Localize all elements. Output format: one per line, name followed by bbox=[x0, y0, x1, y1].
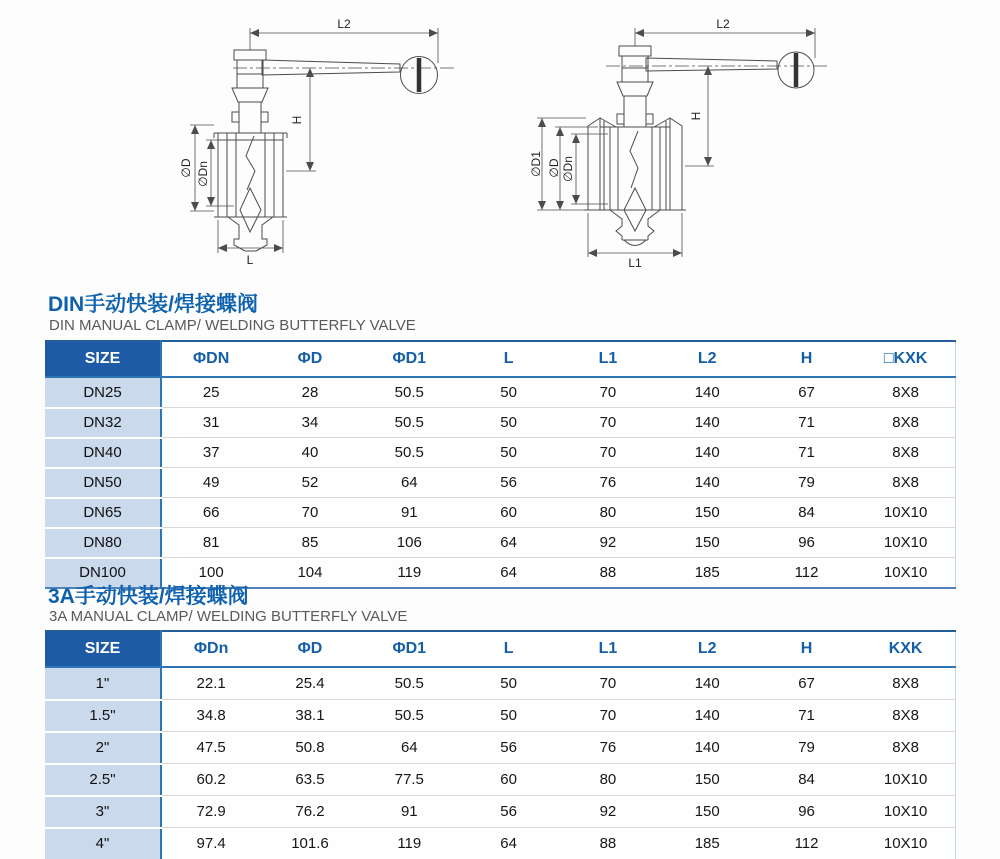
value-cell: 71 bbox=[757, 438, 856, 468]
value-cell: 85 bbox=[260, 528, 359, 558]
value-cell: 140 bbox=[658, 667, 757, 700]
size-column-header: SIZE bbox=[45, 341, 161, 377]
value-cell: 79 bbox=[757, 732, 856, 764]
clamp-ferrule-right bbox=[670, 118, 682, 210]
value-cell: 10X10 bbox=[856, 528, 955, 558]
value-cell: 47.5 bbox=[161, 732, 260, 764]
value-cell: 88 bbox=[558, 828, 657, 859]
dimension-lines bbox=[529, 17, 815, 270]
table-row bbox=[45, 700, 956, 732]
value-cell: 70 bbox=[558, 438, 657, 468]
value-cell: 60 bbox=[459, 764, 558, 796]
din-dimension-table bbox=[45, 340, 956, 589]
value-cell: 185 bbox=[658, 558, 757, 589]
value-cell: 70 bbox=[558, 408, 657, 438]
value-cell: 140 bbox=[658, 408, 757, 438]
column-header: H bbox=[757, 631, 856, 667]
value-cell: 77.5 bbox=[360, 764, 459, 796]
value-cell: 70 bbox=[558, 377, 657, 408]
value-cell: 49 bbox=[161, 468, 260, 498]
butterfly-disc bbox=[240, 188, 261, 232]
value-cell: 140 bbox=[658, 468, 757, 498]
size-cell: DN100 bbox=[45, 558, 161, 589]
table-header-row bbox=[45, 341, 956, 377]
column-header: H bbox=[757, 341, 856, 377]
column-header: L2 bbox=[658, 631, 757, 667]
value-cell: 10X10 bbox=[856, 796, 955, 828]
value-cell: 8X8 bbox=[856, 667, 955, 700]
value-cell: 112 bbox=[757, 828, 856, 859]
value-cell: 64 bbox=[360, 732, 459, 764]
table-row bbox=[45, 438, 956, 468]
size-cell: 2" bbox=[45, 732, 161, 764]
value-cell: 50.8 bbox=[260, 732, 359, 764]
size-column-header: SIZE bbox=[45, 631, 161, 667]
value-cell: 79 bbox=[757, 468, 856, 498]
value-cell: 10X10 bbox=[856, 498, 955, 528]
valve-outline bbox=[584, 46, 830, 246]
value-cell: 150 bbox=[658, 498, 757, 528]
clamp-valve-technical-drawing bbox=[528, 8, 868, 274]
dim-label-dn: ∅Dn bbox=[561, 156, 575, 182]
column-header: L1 bbox=[558, 631, 657, 667]
table-row bbox=[45, 468, 956, 498]
table-header-row bbox=[45, 631, 956, 667]
dim-label-d: ∅D bbox=[179, 158, 193, 178]
table-row bbox=[45, 796, 956, 828]
clamp-ferrule-left bbox=[588, 118, 600, 210]
value-cell: 150 bbox=[658, 764, 757, 796]
size-cell: DN80 bbox=[45, 528, 161, 558]
value-cell: 140 bbox=[658, 700, 757, 732]
value-cell: 64 bbox=[459, 558, 558, 589]
value-cell: 56 bbox=[459, 796, 558, 828]
size-cell: DN40 bbox=[45, 438, 161, 468]
value-cell: 150 bbox=[658, 528, 757, 558]
value-cell: 76 bbox=[558, 468, 657, 498]
dim-label-d: ∅D bbox=[547, 158, 561, 178]
value-cell: 80 bbox=[558, 764, 657, 796]
value-cell: 67 bbox=[757, 667, 856, 700]
value-cell: 88 bbox=[558, 558, 657, 589]
value-cell: 112 bbox=[757, 558, 856, 589]
value-cell: 64 bbox=[459, 528, 558, 558]
column-header: L2 bbox=[658, 341, 757, 377]
value-cell: 50.5 bbox=[360, 377, 459, 408]
value-cell: 96 bbox=[757, 796, 856, 828]
table-row bbox=[45, 377, 956, 408]
3a-dimension-table bbox=[45, 630, 956, 859]
value-cell: 64 bbox=[360, 468, 459, 498]
value-cell: 50.5 bbox=[360, 667, 459, 700]
value-cell: 150 bbox=[658, 796, 757, 828]
value-cell: 70 bbox=[260, 498, 359, 528]
value-cell: 38.1 bbox=[260, 700, 359, 732]
table-row bbox=[45, 828, 956, 859]
size-cell: 4" bbox=[45, 828, 161, 859]
value-cell: 64 bbox=[459, 828, 558, 859]
value-cell: 50.5 bbox=[360, 700, 459, 732]
column-header: ΦD bbox=[260, 631, 359, 667]
value-cell: 71 bbox=[757, 408, 856, 438]
value-cell: 76.2 bbox=[260, 796, 359, 828]
value-cell: 50 bbox=[459, 667, 558, 700]
value-cell: 81 bbox=[161, 528, 260, 558]
value-cell: 72.9 bbox=[161, 796, 260, 828]
value-cell: 8X8 bbox=[856, 438, 955, 468]
value-cell: 22.1 bbox=[161, 667, 260, 700]
value-cell: 50.5 bbox=[360, 438, 459, 468]
size-cell: 2.5" bbox=[45, 764, 161, 796]
value-cell: 56 bbox=[459, 732, 558, 764]
value-cell: 50 bbox=[459, 700, 558, 732]
column-header: KXK bbox=[856, 631, 955, 667]
value-cell: 70 bbox=[558, 700, 657, 732]
value-cell: 50 bbox=[459, 408, 558, 438]
size-cell: DN32 bbox=[45, 408, 161, 438]
disc-stem bbox=[630, 131, 638, 188]
column-header: ΦDN bbox=[161, 341, 260, 377]
column-header: ΦD1 bbox=[360, 631, 459, 667]
table-row bbox=[45, 498, 956, 528]
dim-label-h: H bbox=[689, 111, 703, 121]
value-cell: 91 bbox=[360, 796, 459, 828]
value-cell: 10X10 bbox=[856, 764, 955, 796]
value-cell: 66 bbox=[161, 498, 260, 528]
dim-label-l1: L1 bbox=[628, 256, 642, 270]
value-cell: 60.2 bbox=[161, 764, 260, 796]
disc-stem bbox=[246, 136, 255, 190]
value-cell: 28 bbox=[260, 377, 359, 408]
value-cell: 140 bbox=[658, 377, 757, 408]
value-cell: 97.4 bbox=[161, 828, 260, 859]
din-section-title-zh: DIN手动快装/焊接蝶阀 bbox=[48, 293, 258, 316]
value-cell: 106 bbox=[360, 528, 459, 558]
column-header: L bbox=[459, 631, 558, 667]
value-cell: 140 bbox=[658, 732, 757, 764]
table-row bbox=[45, 764, 956, 796]
value-cell: 84 bbox=[757, 498, 856, 528]
3a-section-title-en: 3A MANUAL CLAMP/ WELDING BUTTERFLY VALVE bbox=[49, 608, 408, 625]
size-cell: DN65 bbox=[45, 498, 161, 528]
value-cell: 96 bbox=[757, 528, 856, 558]
value-cell: 185 bbox=[658, 828, 757, 859]
value-cell: 8X8 bbox=[856, 377, 955, 408]
column-header: L1 bbox=[558, 341, 657, 377]
value-cell: 101.6 bbox=[260, 828, 359, 859]
value-cell: 34.8 bbox=[161, 700, 260, 732]
dim-label-l: L bbox=[246, 253, 254, 267]
column-header: ΦDn bbox=[161, 631, 260, 667]
size-cell: 1" bbox=[45, 667, 161, 700]
table-row bbox=[45, 528, 956, 558]
dim-label-l2: L2 bbox=[716, 17, 730, 31]
valve-outline bbox=[214, 50, 455, 251]
3a-section-title-zh: 3A手动快装/焊接蝶阀 bbox=[48, 585, 249, 608]
value-cell: 100 bbox=[161, 558, 260, 589]
dim-label-d1: ∅D1 bbox=[529, 151, 543, 177]
size-cell: 1.5" bbox=[45, 700, 161, 732]
value-cell: 70 bbox=[558, 667, 657, 700]
value-cell: 140 bbox=[658, 438, 757, 468]
table-row bbox=[45, 732, 956, 764]
value-cell: 60 bbox=[459, 498, 558, 528]
size-cell: 3" bbox=[45, 796, 161, 828]
table-row bbox=[45, 408, 956, 438]
value-cell: 119 bbox=[360, 828, 459, 859]
value-cell: 92 bbox=[558, 528, 657, 558]
dim-label-l2: L2 bbox=[337, 17, 351, 31]
value-cell: 80 bbox=[558, 498, 657, 528]
value-cell: 91 bbox=[360, 498, 459, 528]
value-cell: 40 bbox=[260, 438, 359, 468]
size-cell: DN25 bbox=[45, 377, 161, 408]
value-cell: 119 bbox=[360, 558, 459, 589]
value-cell: 76 bbox=[558, 732, 657, 764]
din-section-title-en: DIN MANUAL CLAMP/ WELDING BUTTERFLY VALVE bbox=[49, 317, 416, 334]
column-header: L bbox=[459, 341, 558, 377]
value-cell: 56 bbox=[459, 468, 558, 498]
value-cell: 8X8 bbox=[856, 468, 955, 498]
value-cell: 50 bbox=[459, 377, 558, 408]
value-cell: 25.4 bbox=[260, 667, 359, 700]
value-cell: 25 bbox=[161, 377, 260, 408]
value-cell: 104 bbox=[260, 558, 359, 589]
column-header: ΦD1 bbox=[360, 341, 459, 377]
value-cell: 52 bbox=[260, 468, 359, 498]
value-cell: 8X8 bbox=[856, 732, 955, 764]
value-cell: 84 bbox=[757, 764, 856, 796]
value-cell: 50 bbox=[459, 438, 558, 468]
value-cell: 10X10 bbox=[856, 558, 955, 589]
size-cell: DN50 bbox=[45, 468, 161, 498]
column-header: □KXK bbox=[856, 341, 955, 377]
value-cell: 50.5 bbox=[360, 408, 459, 438]
dim-label-dn: ∅Dn bbox=[196, 161, 210, 187]
value-cell: 37 bbox=[161, 438, 260, 468]
din-valve-technical-drawing bbox=[150, 8, 480, 274]
value-cell: 8X8 bbox=[856, 700, 955, 732]
value-cell: 10X10 bbox=[856, 828, 955, 859]
value-cell: 8X8 bbox=[856, 408, 955, 438]
value-cell: 63.5 bbox=[260, 764, 359, 796]
dim-label-h: H bbox=[290, 115, 304, 125]
value-cell: 34 bbox=[260, 408, 359, 438]
value-cell: 31 bbox=[161, 408, 260, 438]
value-cell: 92 bbox=[558, 796, 657, 828]
column-header: ΦD bbox=[260, 341, 359, 377]
value-cell: 67 bbox=[757, 377, 856, 408]
value-cell: 71 bbox=[757, 700, 856, 732]
table-row bbox=[45, 667, 956, 700]
